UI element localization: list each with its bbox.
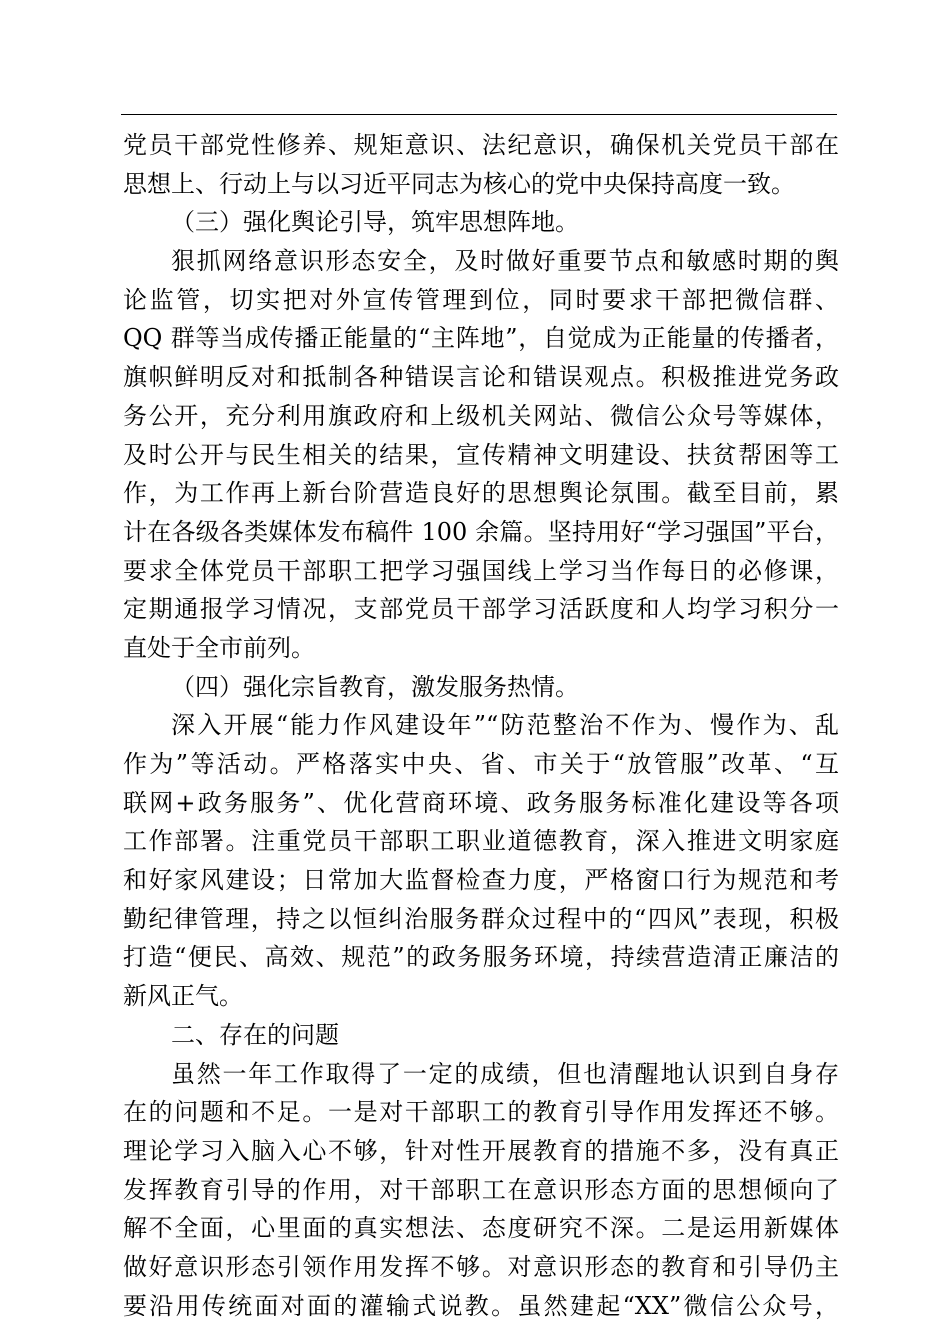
text-line: 打造“便民、高效、规范”的政务服务环境，持续营造清正廉洁的 [123, 943, 839, 972]
text-line: 作，为工作再上新台阶营造良好的思想舆论氛围。截至目前，累 [123, 479, 839, 508]
text-line: 计在各级各类媒体发布稿件 100 余篇。坚持用好“学习强国”平台， [123, 517, 839, 546]
section-heading: （三）强化舆论引导，筑牢思想阵地。 [171, 208, 579, 237]
text-line: 发挥教育引导的作用，对干部职工在意识形态方面的思想倾向了 [123, 1175, 839, 1204]
text-line: 狠抓网络意识形态安全，及时做好重要节点和敏感时期的舆 [171, 247, 839, 276]
text-line: 定期通报学习情况，支部党员干部学习活跃度和人均学习积分一 [123, 595, 839, 624]
text-line: 新风正气。 [123, 982, 243, 1011]
text-line: 思想上、行动上与以习近平同志为核心的党中央保持高度一致。 [123, 169, 795, 198]
text-line: 党员干部党性修养、规矩意识、法纪意识，确保机关党员干部在 [123, 131, 839, 159]
document-body [123, 126, 839, 1325]
text-line: 虽然一年工作取得了一定的成绩，但也清醒地认识到自身存 [171, 1059, 839, 1088]
section-heading: （四）强化宗旨教育，激发服务热情。 [171, 672, 579, 701]
text-line: QQ 群等当成传播正能量的“主阵地”，自觉成为正能量的传播者， [123, 324, 839, 353]
text-line: 勤纪律管理，持之以恒纠治服务群众过程中的“四风”表现，积极 [123, 904, 839, 933]
text-line: 和好家风建设；日常加大监督检查力度，严格窗口行为规范和考 [123, 866, 839, 895]
section-heading: 二、存在的问题 [171, 1020, 339, 1049]
text-line: 深入开展“能力作风建设年”“防范整治不作为、慢作为、乱 [171, 711, 839, 740]
text-line: 旗帜鲜明反对和抵制各种错误言论和错误观点。积极推进党务政 [123, 363, 839, 392]
text-line: 直处于全市前列。 [123, 633, 315, 662]
text-line: 工作部署。注重党员干部职工职业道德教育，深入推进文明家庭 [123, 827, 839, 856]
text-line: 理论学习入脑入心不够，针对性开展教育的措施不多，没有真正 [123, 1136, 839, 1165]
text-line: 在的问题和不足。一是对干部职工的教育引导作用发挥还不够。 [123, 1098, 839, 1127]
header-rule [121, 114, 837, 115]
text-line: 做好意识形态引领作用发挥不够。对意识形态的教育和引导仍主 [123, 1252, 839, 1281]
text-line: 要求全体党员干部职工把学习强国线上学习当作每日的必修课， [123, 556, 839, 585]
text-line: 作为”等活动。严格落实中央、省、市关于“放管服”改革、“互 [123, 750, 839, 778]
text-line: 务公开，充分利用旗政府和上级机关网站、微信公众号等媒体， [123, 401, 839, 430]
text-line: 要沿用传统面对面的灌输式说教。虽然建起“XX”微信公众号， [123, 1291, 839, 1320]
text-line: 解不全面，心里面的真实想法、态度研究不深。二是运用新媒体 [123, 1214, 839, 1243]
text-line: 联网+政务服务”、优化营商环境、政务服务标准化建设等各项 [123, 788, 839, 817]
text-line: 及时公开与民生相关的结果，宣传精神文明建设、扶贫帮困等工 [123, 440, 839, 469]
text-line: 论监管，切实把对外宣传管理到位，同时要求干部把微信群、 [123, 285, 839, 314]
